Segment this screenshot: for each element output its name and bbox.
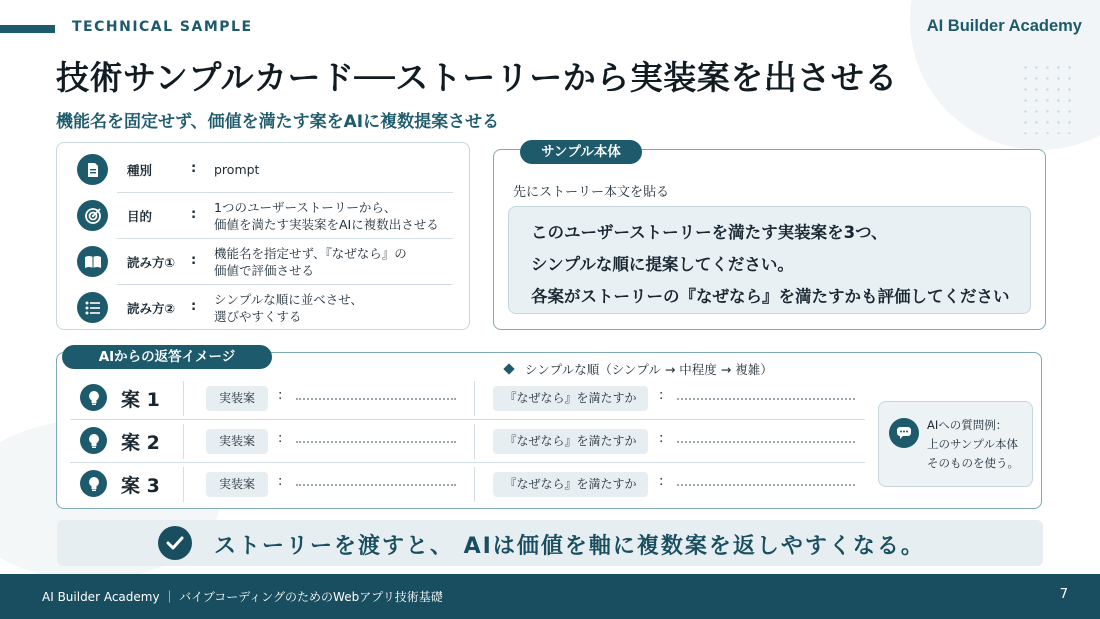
book-icon [77, 246, 108, 277]
colon: : [659, 431, 664, 446]
document-icon [77, 154, 108, 185]
info-value [214, 199, 439, 233]
banner-text: ストーリーを渡すと、 AIは価値を軸に複数案を返しやすくなる。 [214, 534, 925, 559]
info-colon: : [191, 161, 197, 176]
hint-line: AIへの質問例： [927, 418, 1008, 432]
info-key: 読み方① [127, 255, 176, 270]
chat-bubble-icon [889, 418, 919, 448]
divider [474, 381, 475, 416]
why-chip: 『なぜなら』を満たすか [493, 429, 648, 454]
proposal-label: 案 2 [121, 432, 160, 454]
prompt-box [508, 206, 1031, 314]
info-value-line: シンプルな順に並べさせ、 [214, 292, 363, 307]
diamond-icon [503, 363, 514, 374]
hint-box [878, 401, 1033, 487]
check-circle-icon [158, 526, 192, 560]
dotted-placeholder [677, 484, 855, 486]
hint-text [927, 416, 1019, 473]
target-icon [77, 200, 108, 231]
info-value: prompt [214, 162, 260, 177]
divider [183, 424, 184, 459]
divider [474, 467, 475, 502]
dotted-placeholder [677, 398, 855, 400]
section-label: TECHNICAL SAMPLE [72, 19, 253, 35]
info-colon: : [191, 207, 197, 222]
decorative-dot-grid [1020, 62, 1076, 134]
prompt-line: 各案がストーリーの『なぜなら』を満たすかも評価してください [531, 287, 1010, 306]
prompt-line: シンプルな順に提案してください。 [531, 255, 794, 274]
divider [183, 467, 184, 502]
info-row-reading-2 [57, 285, 469, 331]
info-value-line: 機能名を指定せず、『なぜなら』の [214, 246, 407, 261]
info-row-type [57, 147, 469, 193]
why-chip: 『なぜなら』を満たすか [493, 472, 648, 497]
info-value [214, 245, 407, 279]
colon: : [659, 388, 664, 403]
proposal-label: 案 3 [121, 475, 160, 497]
colon: : [278, 388, 283, 403]
why-chip: 『なぜなら』を満たすか [493, 386, 648, 411]
page-title: 技術サンプルカード──ストーリーから実装案を出させる [56, 58, 898, 97]
impl-chip: 実装案 [206, 386, 268, 411]
footer [0, 574, 1100, 619]
order-note [505, 360, 773, 378]
info-key: 種別 [127, 163, 153, 178]
dotted-placeholder [296, 441, 456, 443]
info-row-purpose [57, 193, 469, 239]
proposal-label: 案 1 [121, 389, 160, 411]
header-accent-bar [0, 25, 55, 33]
proposal-row [70, 420, 865, 463]
list-icon [77, 292, 108, 323]
prompt-line: このユーザーストーリーを満たす実装案を3つ、 [531, 223, 888, 242]
info-value [214, 291, 363, 325]
order-note-text: シンプルな順（シンプル → 中程度 → 複雑） [525, 362, 773, 377]
lightbulb-icon [80, 384, 107, 411]
divider [474, 424, 475, 459]
impl-chip: 実装案 [206, 472, 268, 497]
dotted-placeholder [677, 441, 855, 443]
proposal-row [70, 377, 865, 420]
colon: : [659, 474, 664, 489]
dotted-placeholder [296, 484, 456, 486]
divider [183, 381, 184, 416]
info-card [56, 142, 470, 330]
proposal-row [70, 463, 865, 506]
brand-logo-text: AI Builder Academy [926, 17, 1082, 35]
response-tab-label: AIからの返答イメージ [62, 345, 272, 369]
dotted-placeholder [296, 398, 456, 400]
lightbulb-icon [80, 427, 107, 454]
info-value-line: 1つのユーザーストーリーから、 [214, 200, 397, 215]
info-colon: : [191, 299, 197, 314]
lightbulb-icon [80, 470, 107, 497]
impl-chip: 実装案 [206, 429, 268, 454]
info-colon: : [191, 253, 197, 268]
footer-text: AI Builder Academy ｜ バイブコーディングのためのWebアプリ技術基礎 [42, 590, 443, 604]
colon: : [278, 431, 283, 446]
info-value-line: 価値で評価させる [214, 263, 315, 278]
info-row-reading-1 [57, 239, 469, 285]
sample-intro: 先にストーリー本文を貼る [513, 185, 670, 200]
page-number: 7 [1059, 587, 1068, 602]
colon: : [278, 474, 283, 489]
summary-banner [57, 520, 1043, 566]
hint-line: 上のサンプル本体 [927, 437, 1018, 451]
info-value-line: 価値を満たす実装案をAIに複数出させる [214, 217, 439, 232]
info-value-line: 選びやすくする [214, 309, 302, 324]
sample-tab-label: サンプル本体 [520, 140, 642, 164]
info-key: 目的 [127, 209, 153, 224]
hint-line: そのものを使う。 [927, 456, 1019, 470]
page-subtitle: 機能名を固定せず、価値を満たす案をAIに複数提案させる [56, 112, 500, 132]
info-key: 読み方② [127, 301, 176, 316]
